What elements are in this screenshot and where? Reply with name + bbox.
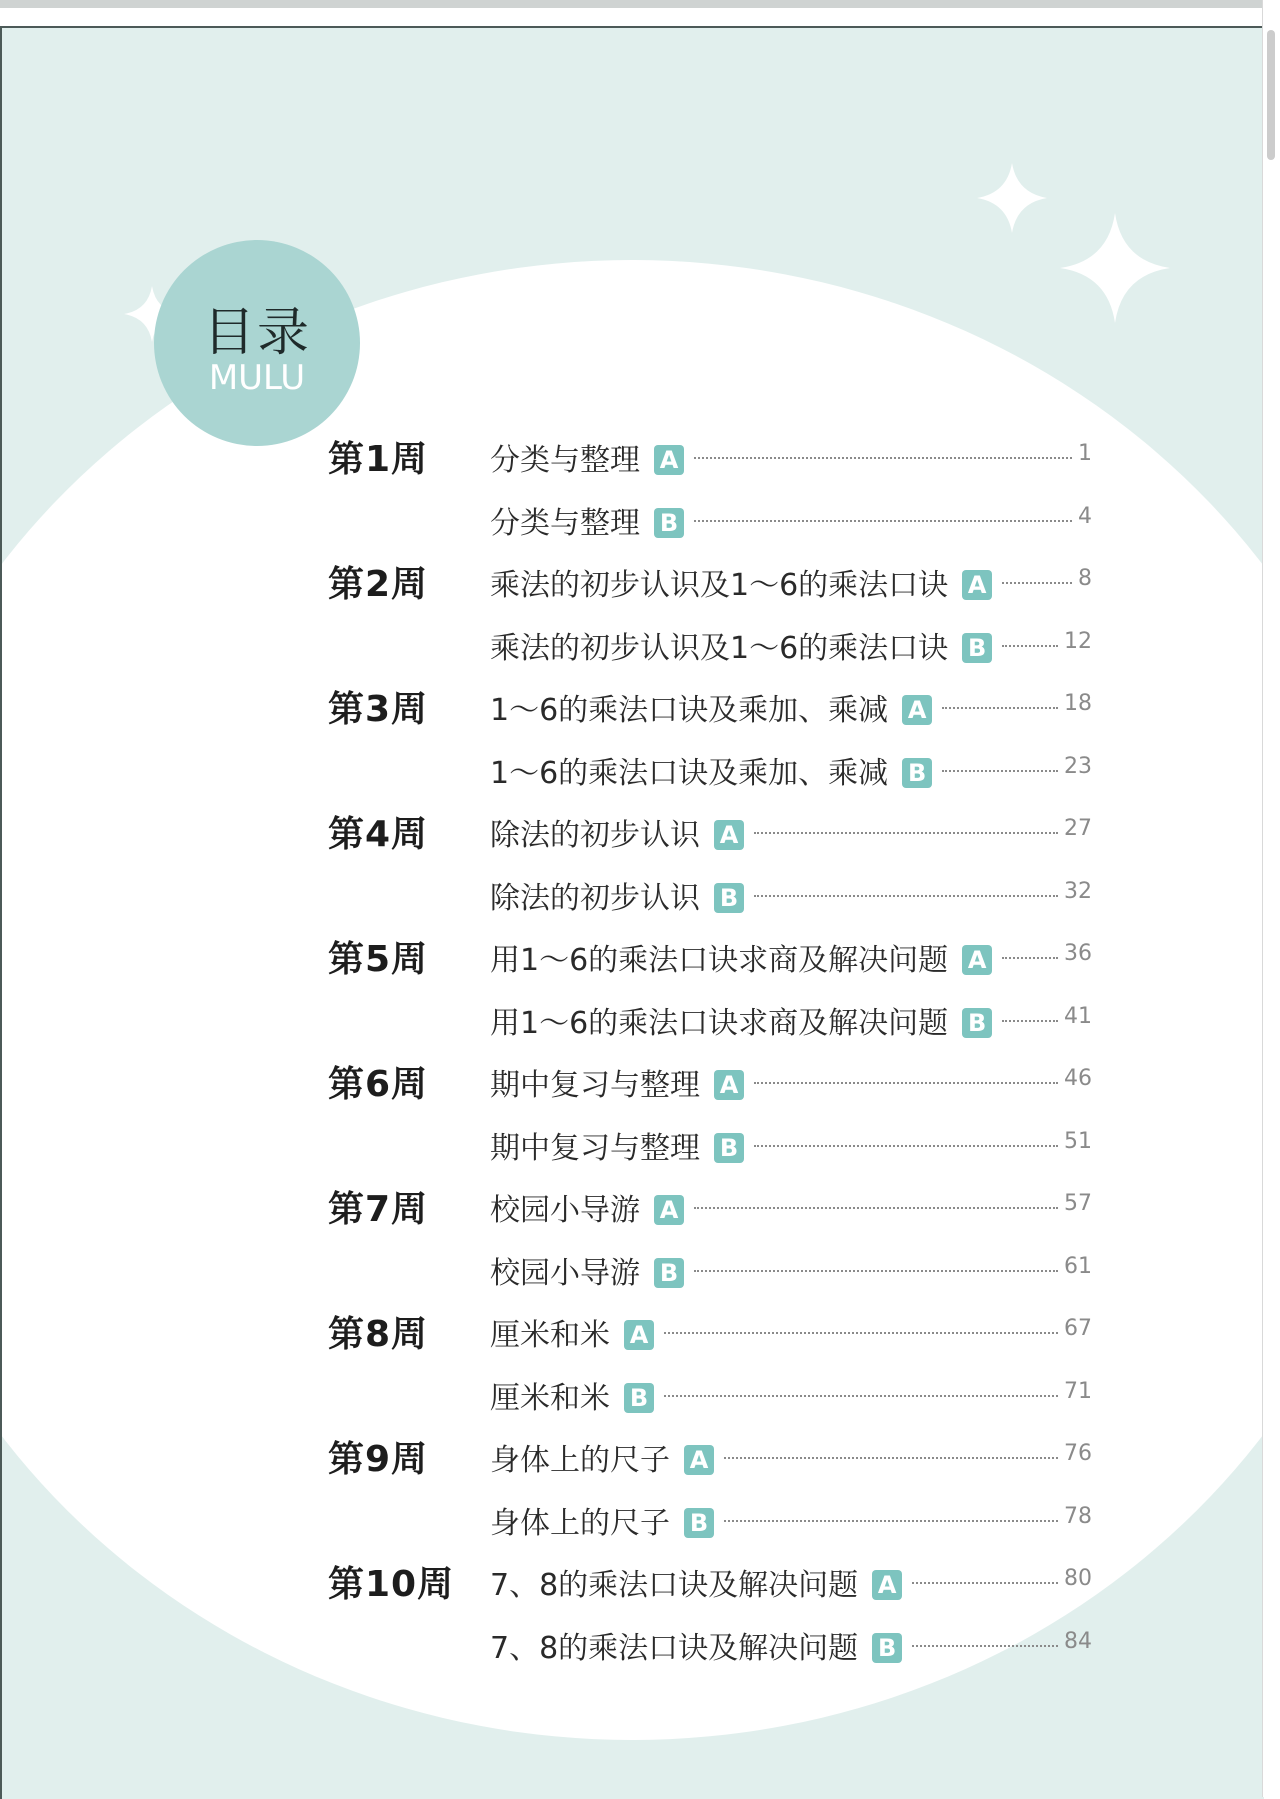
toc-entry[interactable]	[2, 1361, 1264, 1417]
toc-entry-title	[490, 1185, 684, 1229]
sparkle-icon	[977, 163, 1047, 233]
toc-dot-leader	[1002, 582, 1072, 584]
toc-page-number: 41	[1064, 1003, 1092, 1029]
toc-entry-title	[490, 560, 992, 604]
toc-dot-leader	[694, 520, 1072, 522]
page-subtitle: MULU	[208, 358, 306, 398]
toc-entry-title-text: 身体上的尺子	[490, 1505, 670, 1541]
toc-entry-title-text: 校园小导游	[490, 1255, 640, 1291]
toc-week-label: 第1周	[328, 439, 429, 480]
toc-entry-title-text: 除法的初步认识	[490, 880, 700, 916]
toc-dot-leader	[942, 707, 1058, 709]
toc-page-number: 36	[1064, 941, 1092, 966]
toc-dot-leader	[724, 1520, 1058, 1522]
toc-entry-title	[490, 935, 992, 979]
toc-page-number: 57	[1064, 1191, 1092, 1216]
toc-entry-title-text: 期中复习与整理	[490, 1068, 700, 1103]
toc-entry-title-text: 校园小导游	[490, 1193, 640, 1228]
toc-entry-title	[490, 1560, 902, 1604]
toc-week-label: 第5周	[328, 939, 429, 980]
toc-entry-title	[490, 873, 744, 917]
toc-level-tag: B	[654, 1258, 684, 1288]
toc-level-tag: B	[654, 508, 684, 538]
toc-level-tag: B	[714, 1133, 744, 1163]
toc-entry-title	[490, 1248, 684, 1292]
toc-page-number: 4	[1078, 503, 1092, 529]
toc-page-number: 67	[1064, 1316, 1092, 1341]
toc-level-tag: B	[872, 1633, 902, 1663]
toc-week-label: 第4周	[328, 814, 429, 855]
toc-entry[interactable]	[2, 1236, 1264, 1292]
toc-week-label: 第8周	[328, 1314, 429, 1355]
toc-entry-title-text: 7、8的乘法口诀及解决问题	[490, 1568, 859, 1603]
toc-entry-title	[490, 685, 932, 729]
toc-level-tag: A	[654, 1195, 684, 1225]
toc-entry[interactable]	[2, 1173, 1264, 1229]
scrollbar-thumb[interactable]	[1267, 30, 1275, 160]
top-bar	[0, 0, 1280, 8]
toc-entry[interactable]	[2, 1423, 1264, 1479]
toc-dot-leader	[754, 832, 1058, 834]
toc-page-number: 46	[1064, 1066, 1092, 1091]
toc-entry-title-text: 用1～6的乘法口诀求商及解决问题	[490, 943, 949, 978]
toc-page-number: 80	[1064, 1566, 1092, 1591]
toc-entry-title	[490, 748, 932, 792]
toc-dot-leader	[754, 1145, 1058, 1147]
toc-level-tag: A	[962, 945, 992, 975]
toc-page-number: 23	[1064, 753, 1092, 779]
toc-dot-leader	[664, 1395, 1058, 1397]
toc-entry-title	[490, 498, 684, 542]
toc-entry-title-text: 1～6的乘法口诀及乘加、乘减	[490, 755, 889, 791]
toc-entry-title-text: 期中复习与整理	[490, 1130, 700, 1166]
toc-level-tag: B	[902, 758, 932, 788]
toc-week-label: 第10周	[328, 1564, 455, 1605]
toc-page-number: 78	[1064, 1503, 1092, 1529]
page-title: 目录	[202, 303, 311, 363]
toc-entry[interactable]	[2, 986, 1264, 1042]
toc-level-tag: A	[872, 1570, 902, 1600]
toc-entry[interactable]	[2, 1298, 1264, 1354]
toc-entry-title	[490, 1435, 714, 1479]
toc-dot-leader	[724, 1457, 1058, 1459]
toc-dot-leader	[694, 1270, 1058, 1272]
toc-page-number: 84	[1064, 1628, 1092, 1654]
toc-entry[interactable]	[2, 1611, 1264, 1667]
toc-entry[interactable]	[2, 673, 1264, 729]
toc-page-number: 76	[1064, 1441, 1092, 1466]
toc-entry[interactable]	[2, 736, 1264, 792]
toc-entry[interactable]	[2, 861, 1264, 917]
toc-entry[interactable]	[2, 1486, 1264, 1542]
toc-level-tag: A	[902, 695, 932, 725]
toc-entry-title-text: 厘米和米	[490, 1380, 610, 1416]
toc-entry-title-text: 7、8的乘法口诀及解决问题	[490, 1630, 859, 1666]
toc-dot-leader	[1002, 1020, 1058, 1022]
toc-level-tag: B	[962, 1008, 992, 1038]
toc-dot-leader	[754, 895, 1058, 897]
toc-entry[interactable]	[2, 798, 1264, 854]
toc-entry-title-text: 身体上的尺子	[490, 1443, 670, 1478]
toc-page-number: 61	[1064, 1253, 1092, 1279]
toc-entry-title	[490, 623, 992, 667]
toc-entry-title-text: 除法的初步认识	[490, 818, 700, 853]
toc-week-label: 第7周	[328, 1189, 429, 1230]
toc-level-tag: A	[962, 570, 992, 600]
toc-entry[interactable]	[2, 486, 1264, 542]
toc-page-number: 32	[1064, 878, 1092, 904]
toc-entry-title	[490, 810, 744, 854]
toc-entry-title	[490, 1123, 744, 1167]
toc-entry-title	[490, 1373, 654, 1417]
toc-dot-leader	[912, 1582, 1058, 1584]
toc-entry-title-text: 1～6的乘法口诀及乘加、乘减	[490, 693, 889, 728]
toc-page-number: 51	[1064, 1128, 1092, 1154]
toc-entry[interactable]	[2, 423, 1264, 479]
toc-entry[interactable]	[2, 1548, 1264, 1604]
toc-dot-leader	[694, 1207, 1058, 1209]
toc-dot-leader	[912, 1645, 1058, 1647]
toc-entry-title-text: 厘米和米	[490, 1318, 610, 1353]
toc-level-tag: B	[714, 883, 744, 913]
toc-page-number: 18	[1064, 691, 1092, 716]
toc-entry-title-text: 分类与整理	[490, 505, 640, 541]
toc-entry-title	[490, 1060, 744, 1104]
sparkle-icon	[1060, 213, 1170, 323]
toc-dot-leader	[694, 457, 1072, 459]
toc-entry-title	[490, 998, 992, 1042]
toc-entry-title-text: 分类与整理	[490, 443, 640, 478]
toc-dot-leader	[942, 770, 1058, 772]
toc-level-tag: B	[624, 1383, 654, 1413]
toc-entry-title-text: 用1～6的乘法口诀求商及解决问题	[490, 1005, 949, 1041]
toc-page-number: 27	[1064, 816, 1092, 841]
toc-entry-title	[490, 1310, 654, 1354]
scrollbar[interactable]	[1262, 0, 1280, 1797]
toc-page-number: 1	[1078, 441, 1092, 466]
toc-entry-title	[490, 1623, 902, 1667]
toc-level-tag: A	[684, 1445, 714, 1475]
toc-dot-leader	[664, 1332, 1058, 1334]
toc-page-number: 8	[1078, 566, 1092, 591]
toc-level-tag: B	[684, 1508, 714, 1538]
toc-entry-title-text: 乘法的初步认识及1～6的乘法口诀	[490, 630, 949, 666]
toc-week-label: 第9周	[328, 1439, 429, 1480]
toc-entry[interactable]	[2, 923, 1264, 979]
toc-dot-leader	[1002, 957, 1058, 959]
toc-dot-leader	[754, 1082, 1058, 1084]
toc-entry-title	[490, 435, 684, 479]
toc-week-label: 第2周	[328, 564, 429, 605]
toc-entry-title	[490, 1498, 714, 1542]
toc-level-tag: A	[654, 445, 684, 475]
toc-entry[interactable]	[2, 548, 1264, 604]
toc-level-tag: A	[714, 1070, 744, 1100]
toc-entry-title-text: 乘法的初步认识及1～6的乘法口诀	[490, 568, 949, 603]
toc-level-tag: A	[714, 820, 744, 850]
toc-page-number: 71	[1064, 1378, 1092, 1404]
toc-entry[interactable]	[2, 1048, 1264, 1104]
document-page	[0, 26, 1264, 1799]
toc-week-label: 第6周	[328, 1064, 429, 1105]
toc-level-tag: A	[624, 1320, 654, 1350]
toc-dot-leader	[1002, 645, 1058, 647]
toc-entry[interactable]	[2, 611, 1264, 667]
toc-level-tag: B	[962, 633, 992, 663]
toc-week-label: 第3周	[328, 689, 429, 730]
toc-page-number: 12	[1064, 628, 1092, 654]
toc-entry[interactable]	[2, 1111, 1264, 1167]
